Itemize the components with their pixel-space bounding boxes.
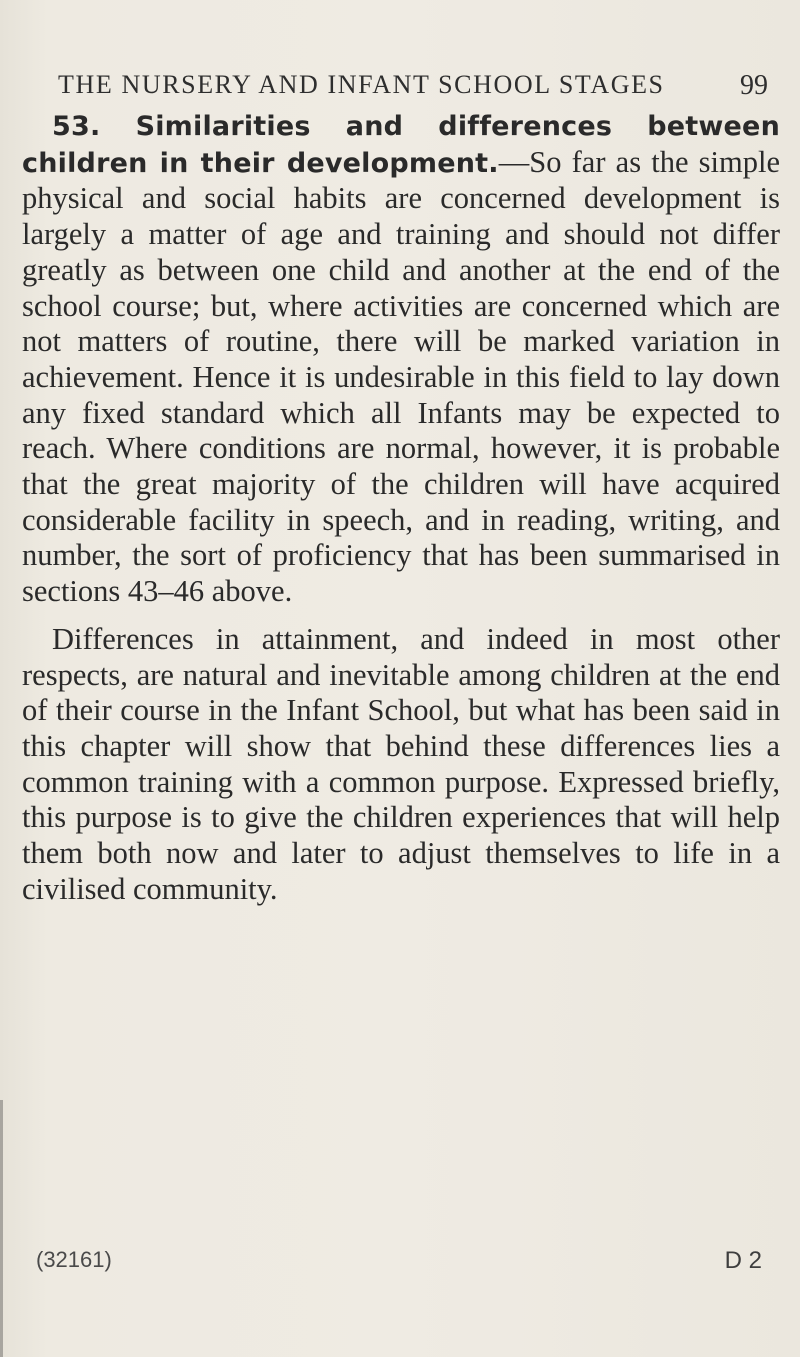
signature-mark: D 2 [724,1247,762,1274]
page-number: 99 [740,70,768,101]
running-title: THE NURSERY AND INFANT SCHOOL STAGES [58,70,665,99]
paragraph-2: Differences in attainment, and indeed in most other respects, are natural and inevitable among children at the end of their course in the Infant School, but what has been said in this chapter will show that behind these differences lies a common training with a common purpose. Expressed briefly, this purpose is to give the children experiences that will help them both now and later to adjust themselves to life in a civilised community. [22,621,780,906]
print-code: (32161) [36,1247,112,1272]
body-text [22,108,780,907]
section-heading: 53. Similarities and differences between children in their development. [22,111,780,179]
page-footer [22,1247,792,1277]
paragraph-1 [22,108,780,610]
page-edge-shadow [0,1100,3,1357]
running-head [58,70,768,110]
paragraph-1-text: —So far as the simple physical and social habits are concerned development is largely a matter of age and training and should not differ greatly as between one child and another at the end of the school course; but, where activities are concerned which are not matters of routine, there will be marked variation in achievement. Hence it is undesirable in this field to lay down any fixed standard which all Infants may be expected to reach. Where conditions are normal, however, it is probable that the great majority of the children will have acquired considerable facility in speech, and in reading, writing, and number, the sort of proficiency that has been summarised in sections 43–46 above. [22,144,780,609]
